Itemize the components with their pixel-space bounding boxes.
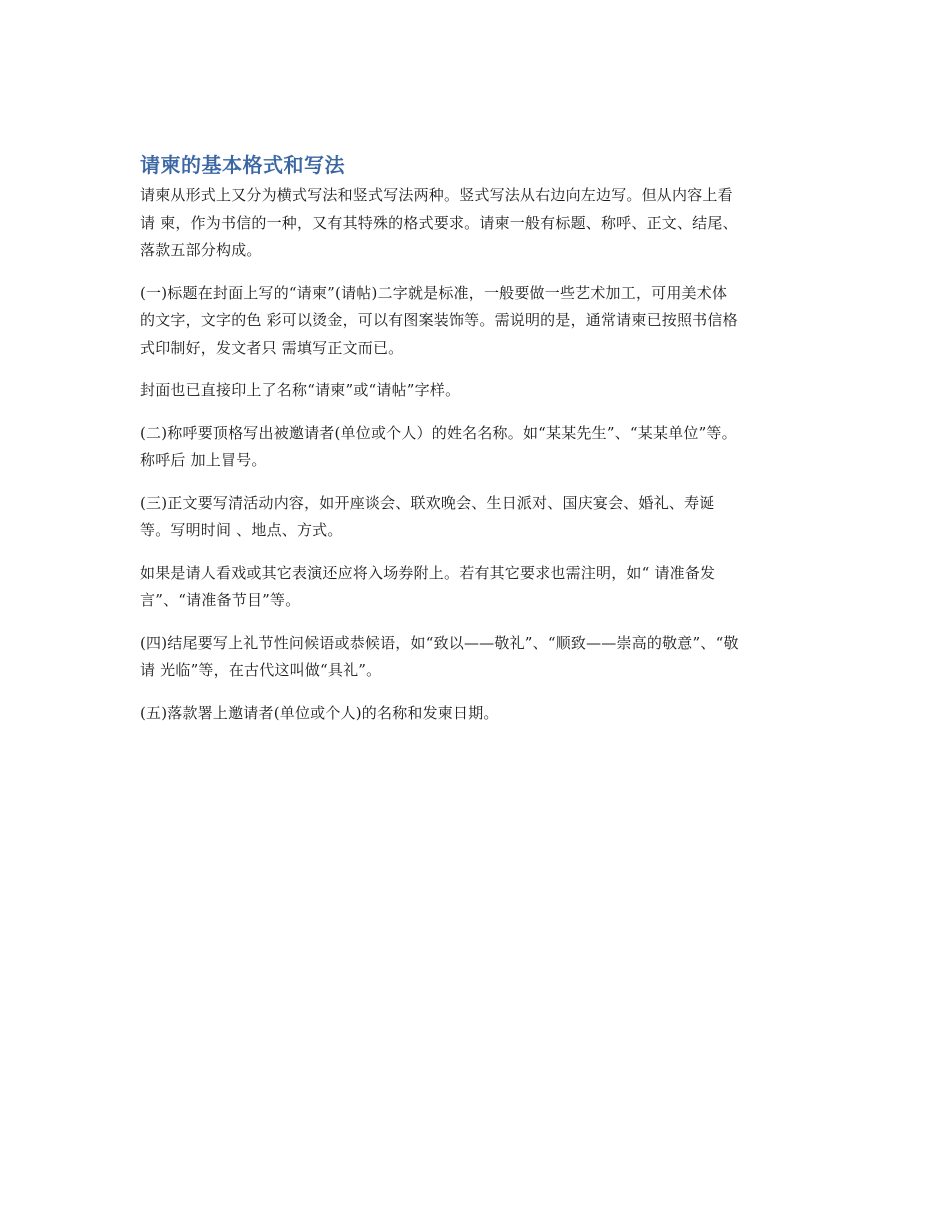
paragraph-line: (五)落款署上邀请者(单位或个人)的名称和发柬日期。 [140,703,499,722]
paragraph-title-section [140,280,815,363]
paragraph-closing-section [140,630,815,685]
paragraph-line: (三)正文要写清活动内容，如开座谈会、联欢晚会、生日派对、国庆宴会、婚礼、寿诞 [140,493,715,512]
paragraph-line: (四)结尾要写上礼节性问候语或恭候语，如“致以——敬礼”、“顺致——崇高的敬意”、“敬 [140,633,739,652]
paragraph-intro [140,182,815,265]
paragraph-line: 如果是请人看戏或其它表演还应将入场券附上。若有其它要求也需注明，如“ 请准备发 [140,563,716,582]
paragraph-salutation-section [140,420,815,475]
paragraph-line: 请柬从形式上又分为横式写法和竖式写法两种。竖式写法从右边向左边写。但从内容上看 [140,186,733,204]
paragraph-line: 请 光临”等，在古代这叫做“具礼”。 [140,661,382,679]
paragraph-line: (一)标题在封面上写的“请柬”(请帖)二字就是标准，一般要做一些艺术加工，可用美术体 [140,283,728,302]
paragraph-line: 的文字，文字的色 彩可以烫金，可以有图案装饰等。需说明的是，通常请柬已按照书信格 [140,311,738,329]
paragraph-line: 式印制好，发文者只 需填写正文而已。 [140,338,404,357]
paragraph-line: 封面也已直接印上了名称“请柬”或“请帖”字样。 [140,381,461,399]
paragraph-line: 称呼后 加上冒号。 [140,451,267,469]
paragraph-line: 落款五部分构成。 [140,241,262,259]
document-body [140,150,815,742]
paragraph-line: 等。写明时间 、地点、方式。 [140,521,343,539]
paragraph-line: 请 柬，作为书信的一种，又有其特殊的格式要求。请柬一般有标题、称呼、正文、结尾、 [140,213,738,232]
paragraph-line: 言”、“请准备节目”等。 [140,591,301,609]
document-title: 请柬的基本格式和写法 [140,153,345,177]
paragraph-cover-note [140,377,815,405]
paragraph-signature-section [140,700,815,728]
paragraph-line: (二)称呼要顶格写出被邀请者(单位或个人）的姓名名称。如“某某先生”、“某某单位”等。 [140,423,737,442]
paragraph-body-section [140,490,815,545]
paragraph-ticket-note [140,560,815,615]
